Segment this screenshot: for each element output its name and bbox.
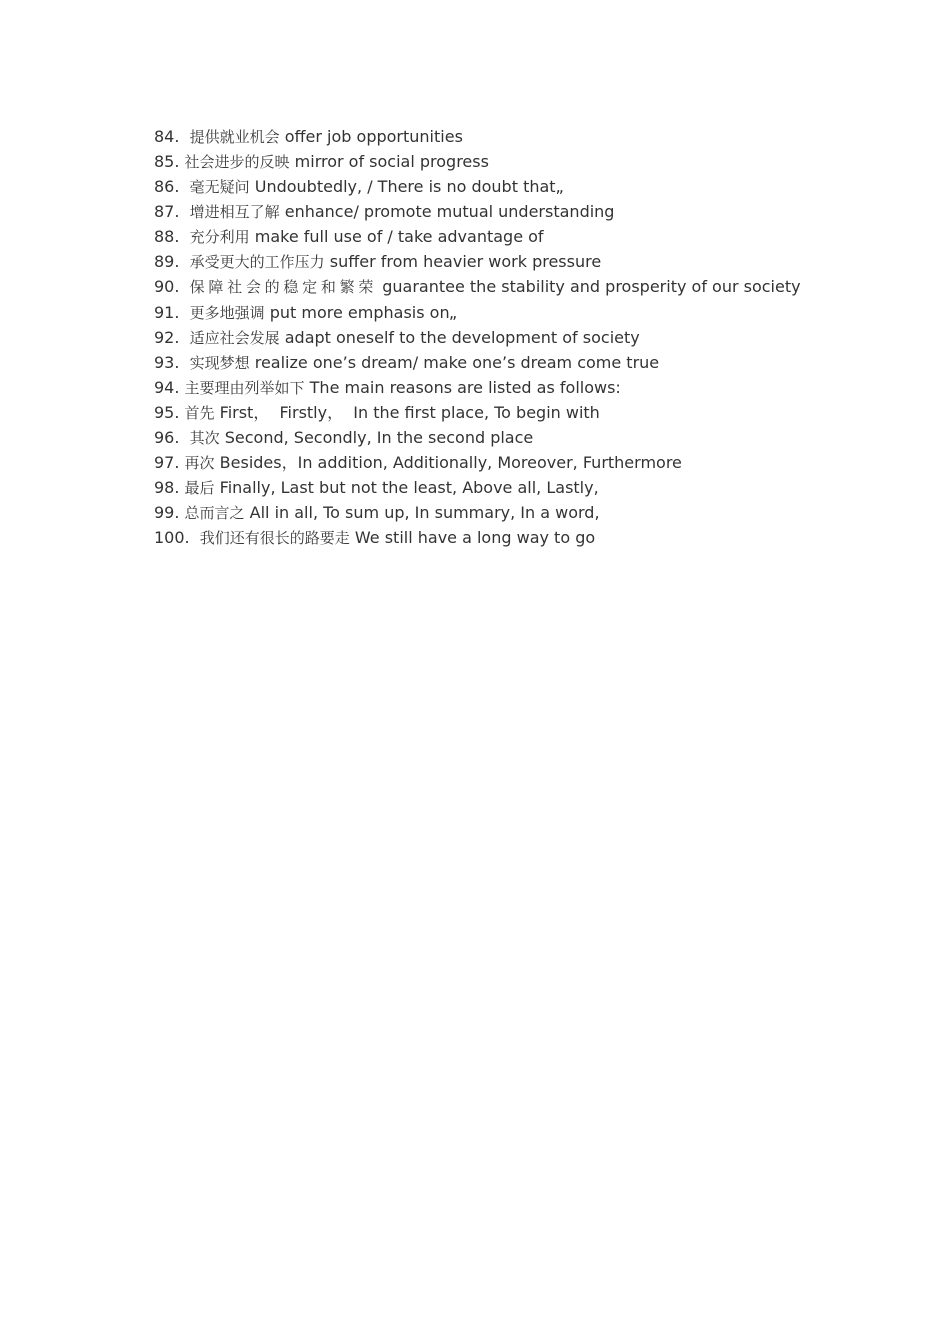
item-chinese: 其次 <box>189 429 220 447</box>
item-chinese: 最后 <box>184 479 215 497</box>
item-english: put more emphasis on„ <box>269 303 458 322</box>
list-item-99 <box>144 500 806 525</box>
item-number: 99. <box>154 503 180 522</box>
item-english: offer job opportunities <box>284 127 463 146</box>
item-chinese: 充分利用 <box>189 228 250 246</box>
item-english: mirror of social progress <box>294 152 489 171</box>
item-chinese: 增进相互了解 <box>189 203 280 221</box>
list-item-92 <box>144 325 806 350</box>
item-chinese: 实现梦想 <box>189 354 250 372</box>
item-english: Undoubtedly, / There is no doubt that„ <box>254 177 564 196</box>
list-item-90 <box>144 274 806 300</box>
list-item-88 <box>144 224 806 249</box>
list-item-98 <box>144 475 806 500</box>
list-item-96 <box>144 425 806 450</box>
item-chinese: 毫无疑问 <box>189 178 250 196</box>
item-chinese: 主要理由列举如下 <box>184 379 305 397</box>
item-english: We still have a long way to go <box>354 528 596 547</box>
item-chinese: 适应社会发展 <box>189 329 280 347</box>
list-item-95 <box>144 400 806 425</box>
item-number: 84. <box>154 127 180 146</box>
list-item-97 <box>144 450 806 475</box>
item-english: First， Firstly， In the first place, To begin with <box>219 403 600 422</box>
item-number: 96. <box>154 428 180 447</box>
item-number: 89. <box>154 252 180 271</box>
item-english: All in all, To sum up, In summary, In a word, <box>249 503 600 522</box>
item-number: 98. <box>154 478 180 497</box>
document-body <box>144 124 806 550</box>
item-english: realize one’s dream/ make one’s dream come true <box>254 353 660 372</box>
item-english: The main reasons are listed as follows: <box>309 378 621 397</box>
item-number: 88. <box>154 227 180 246</box>
item-number: 90. <box>154 277 180 296</box>
item-english: suffer from heavier work pressure <box>329 252 602 271</box>
item-number: 85. <box>154 152 180 171</box>
item-number: 100. <box>154 528 190 547</box>
item-chinese: 我们还有很长的路要走 <box>199 529 350 547</box>
list-item-85 <box>144 149 806 174</box>
item-number: 93. <box>154 353 180 372</box>
item-english: make full use of / take advantage of <box>254 227 544 246</box>
list-item-91 <box>144 300 806 325</box>
item-number: 86. <box>154 177 180 196</box>
list-item-94 <box>144 375 806 400</box>
item-chinese: 保障社会的稳定和繁荣 <box>189 278 378 296</box>
item-chinese: 再次 <box>184 454 215 472</box>
item-number: 87. <box>154 202 180 221</box>
item-number: 91. <box>154 303 180 322</box>
item-number: 95. <box>154 403 180 422</box>
list-item-93 <box>144 350 806 375</box>
item-chinese: 总而言之 <box>184 504 245 522</box>
item-number: 94. <box>154 378 180 397</box>
item-number: 92. <box>154 328 180 347</box>
item-number: 97. <box>154 453 180 472</box>
item-english: Second, Secondly, In the second place <box>224 428 534 447</box>
item-english: Finally, Last but not the least, Above all, Lastly, <box>219 478 599 497</box>
list-item-86 <box>144 174 806 199</box>
item-english: Besides，In addition, Additionally, Moreover, Furthermore <box>219 453 682 472</box>
item-chinese: 社会进步的反映 <box>184 153 290 171</box>
item-chinese: 提供就业机会 <box>189 128 280 146</box>
list-item-89 <box>144 249 806 274</box>
list-item-100 <box>144 525 806 550</box>
item-english: guarantee the stability and prosperity of our society <box>382 277 801 296</box>
list-item-84 <box>144 124 806 149</box>
item-english: enhance/ promote mutual understanding <box>284 202 615 221</box>
item-english: adapt oneself to the development of society <box>284 328 640 347</box>
item-chinese: 承受更大的工作压力 <box>189 253 325 271</box>
list-item-87 <box>144 199 806 224</box>
item-chinese: 更多地强调 <box>189 304 265 322</box>
item-chinese: 首先 <box>184 404 215 422</box>
